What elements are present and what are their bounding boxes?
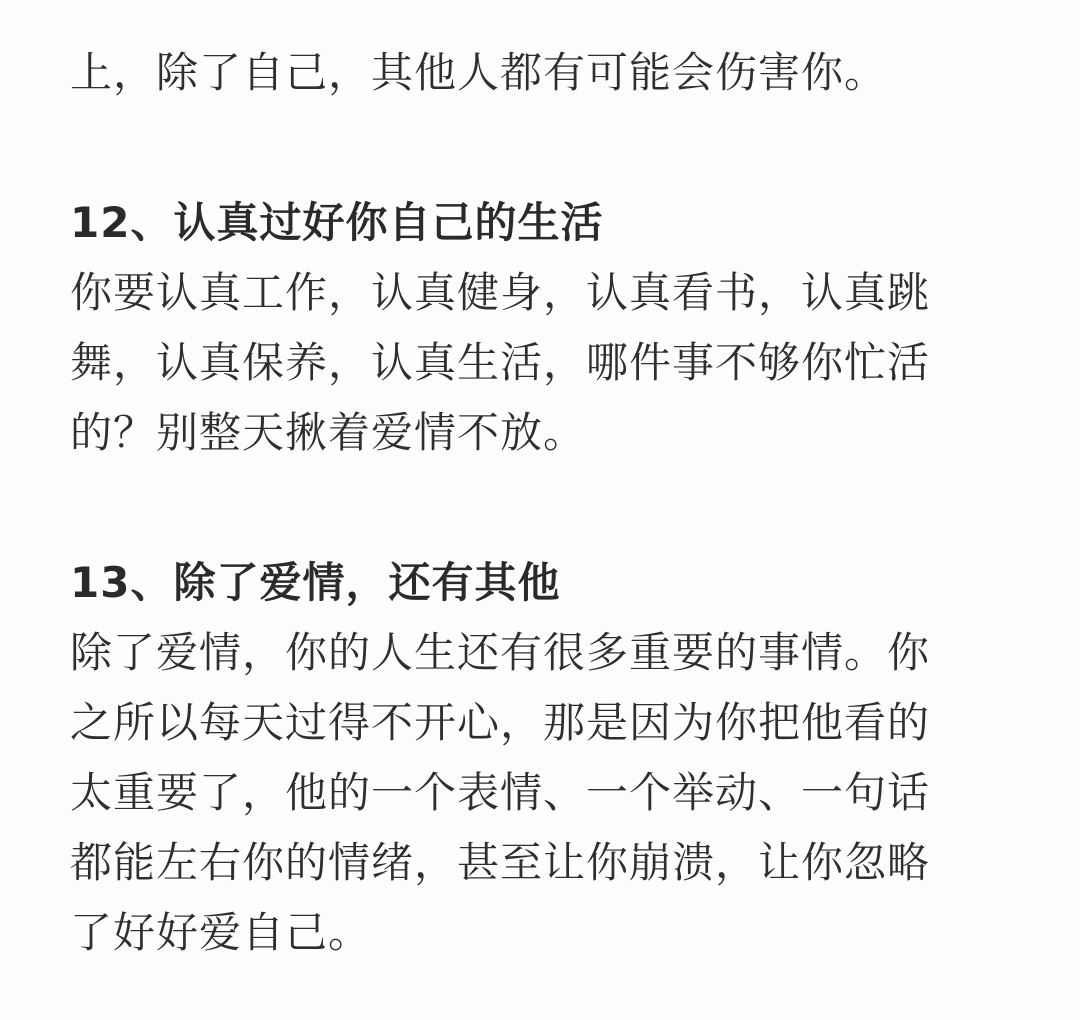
text-line: 舞，认真保养，认真生活，哪件事不够你忙活 — [70, 338, 931, 387]
text-line: 太重要了，他的一个表情、一个举动、一句话 — [70, 768, 931, 817]
text-line: 的？别整天揪着爱情不放。 — [70, 408, 587, 457]
text-line: 上，除了自己，其他人都有可能会伤害你。 — [70, 48, 888, 97]
section-paragraph — [70, 258, 1020, 468]
section-13 — [70, 548, 1020, 968]
section-paragraph — [70, 618, 1020, 968]
text-line: 都能左右你的情绪，甚至让你崩溃，让你忽略 — [70, 838, 931, 887]
intro-paragraph — [70, 38, 1020, 108]
section-heading: 12、认真过好你自己的生活 — [70, 198, 604, 247]
text-line: 了好好爱自己。 — [70, 908, 372, 957]
section-heading: 13、除了爱情，还有其他 — [70, 558, 561, 607]
article-body — [70, 38, 1020, 968]
text-line: 之所以每天过得不开心，那是因为你把他看的 — [70, 698, 931, 747]
text-line: 除了爱情，你的人生还有很多重要的事情。你 — [70, 628, 931, 677]
section-12 — [70, 188, 1020, 468]
text-line: 你要认真工作，认真健身，认真看书，认真跳 — [70, 268, 931, 317]
